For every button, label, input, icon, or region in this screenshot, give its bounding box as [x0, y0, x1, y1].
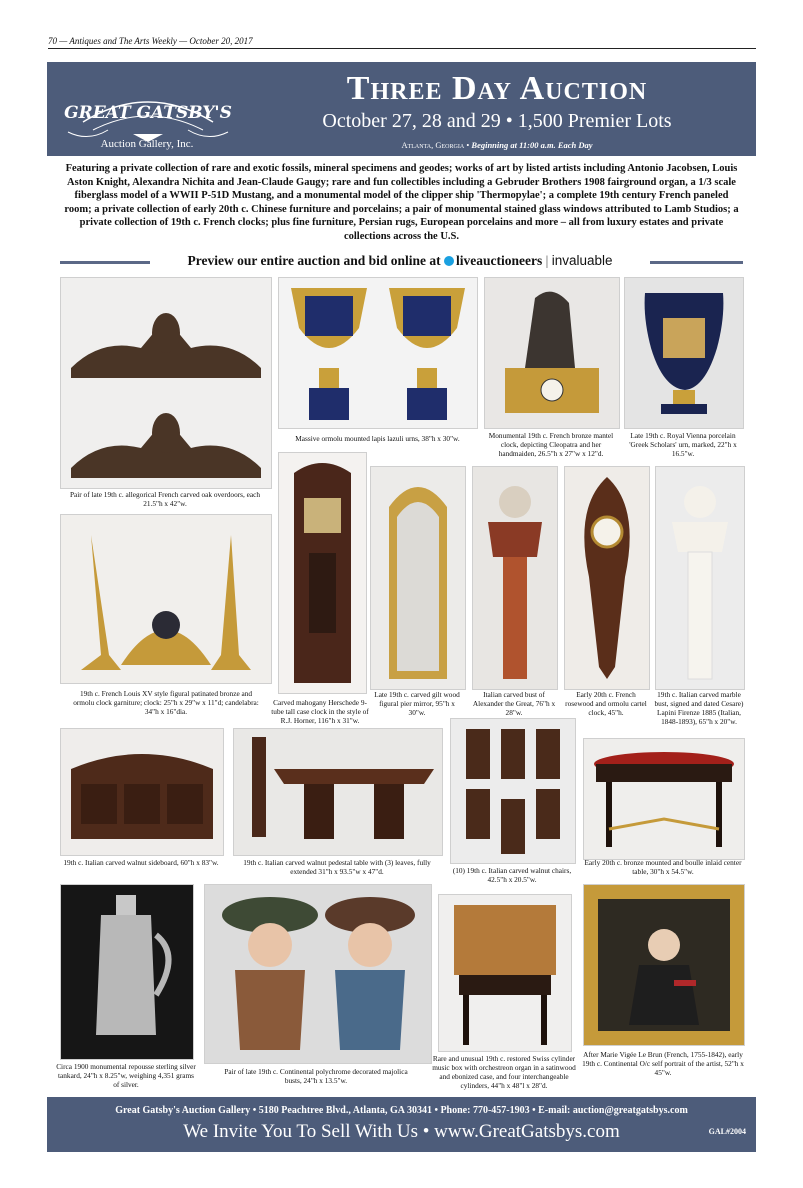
caption-pier-mirror: Late 19th c. carved gilt wood figural pier mirror, 95"h x 30"w.: [374, 690, 460, 717]
caption-vienna-urn: Late 19th c. Royal Vienna porcelain 'Greek Scholars' urn, marked, 22"h x 16.5"w.: [629, 431, 737, 458]
caption-portrait: After Marie Vigée Le Brun (French, 1755-1842), early 19th c. Continental O/c self portrait of the artist, 52"h x 45"w.: [582, 1050, 744, 1077]
start-time: Beginning at 11:00 a.m. Each Day: [471, 140, 593, 150]
caption-urns: Massive ormolu mounted lapis lazuli urns, 38"h x 30"w.: [295, 434, 460, 443]
header-banner: [47, 62, 756, 156]
intro-paragraph: Featuring a private collection of rare and exotic fossils, mineral specimens and geodes; works of art by listed artists including Antonio Jacobsen, Louis Aston Knight, Alexandra Nichita and Jean-Claude Gaugy; rare and fun collectibles including a Gebruder Brothers 1908 fairground organ, a 1/3 scale fiberglass model of a WWII P-51D Mustang, and a monumental model of the clipper ship 'Thermopylae'; a complete 19th century French paneled room; a private collection of early 20th c. Chinese furniture and porcelains; a pair of monumental stained glass windows attributed to Lamb Studios; a private collection of 19th c. French clocks; plus fine furniture, Persian rugs, European porcelains and more – all from luxury estates and private collections across the U.S.: [64, 163, 739, 242]
caption-sideboard: 19th c. Italian carved walnut sideboard, 60"h x 83"w.: [63, 858, 219, 867]
caption-garniture: 19th c. French Louis XV style figural patinated bronze and ormolu clock garniture; clock: 25"h x 29"w x 11"d; candelabra: 34"h x 16"dia.: [73, 689, 259, 716]
partner-separator: |: [545, 253, 549, 268]
pedestal-table-illustration: [234, 729, 442, 855]
location-separator: •: [466, 140, 472, 150]
logo-text: GREAT GATSBY'S: [64, 103, 232, 123]
tankard-illustration: [61, 885, 193, 1059]
footer-address: Great Gatsby's Auction Gallery • 5180 Peachtree Blvd., Atlanta, GA 30341 • Phone: 770-457-1903 • E-mail: auction@greatgatsbys.com: [115, 1105, 688, 1116]
caption-mantel-clock: Monumental 19th c. French bronze mantel clock, depicting Cleopatra and her handmaiden, 26.5"h x 27"w x 12"d.: [488, 431, 614, 458]
caption-bust-alexander: Italian carved bust of Alexander the Great, 76"h x 28"w.: [472, 690, 556, 717]
liveauctioneers-link[interactable]: liveauctioneers: [456, 253, 543, 268]
chairs-illustration: [451, 719, 575, 863]
vienna-urn-illustration: [625, 278, 743, 428]
cartel-clock-illustration: [565, 467, 649, 689]
photo-majolica: [204, 884, 432, 1064]
photo-tall-clock: [278, 452, 367, 694]
tall-clock-illustration: [279, 453, 366, 693]
mantel-clock-illustration: [485, 278, 619, 428]
ad-code: GAL#2004: [708, 1127, 746, 1136]
photo-center-table: [583, 738, 745, 860]
preview-text: [150, 253, 650, 269]
caption-chairs: (10) 19th c. Italian carved walnut chairs, 42.5"h x 20.5"w.: [452, 866, 572, 884]
sideboard-illustration: [61, 729, 223, 855]
photo-tankard: [60, 884, 194, 1060]
auction-title: Three Day Auction: [346, 70, 648, 107]
photo-pier-mirror: [370, 466, 466, 690]
photo-sideboard: [60, 728, 224, 856]
caption-tankard: Circa 1900 monumental repousse sterling silver tankard, 24"h x 8.25"w, weighing 4,351 grams of silver.: [56, 1062, 196, 1089]
photo-pedestal-table: [233, 728, 443, 856]
footer-tagline[interactable]: We Invite You To Sell With Us • www.GreatGatsbys.com: [183, 1121, 620, 1142]
caption-cartel-clock: Early 20th c. French rosewood and ormolu cartel clock, 45"h.: [565, 690, 647, 717]
photo-cartel-clock: [564, 466, 650, 690]
preview-bar: [60, 253, 743, 271]
caption-overdoors: Pair of late 19th c. allegorical French carved oak overdoors, each 21.5"h x 42"w.: [69, 490, 261, 508]
auction-location: [247, 140, 747, 150]
invaluable-link[interactable]: invaluable: [551, 253, 613, 268]
photo-marble-bust: [655, 466, 745, 690]
running-head: 70 — Antiques and The Arts Weekly — October 20, 2017: [48, 36, 756, 49]
caption-marble-bust: 19th c. Italian carved marble bust, signed and dated Cesare) Lapini Firenze 1885 (Italian, 1848-1893), 65"h x 20"w.: [654, 690, 744, 726]
photo-garniture: [60, 514, 272, 684]
footer-banner: [47, 1097, 756, 1152]
photo-portrait: [583, 884, 745, 1046]
preview-label: Preview our entire auction and bid online at: [187, 253, 441, 268]
photo-music-box: [438, 894, 572, 1052]
overdoors-illustration: [61, 278, 271, 488]
photo-urns: [278, 277, 478, 429]
photo-bust-alexander: [472, 466, 558, 690]
bust-alexander-illustration: [473, 467, 557, 689]
auction-dates: October 27, 28 and 29 • 1,500 Premier Lots: [322, 110, 672, 132]
photo-mantel-clock: [484, 277, 620, 429]
caption-tall-clock: Carved mahogany Herschede 9-tube tall case clock in the style of R.J. Horner, 116"h x 31"w.: [271, 698, 369, 725]
caption-majolica: Pair of late 19th c. Continental polychrome decorated majolica busts, 24"h x 13.5"w.: [224, 1067, 408, 1085]
music-box-illustration: [439, 895, 571, 1051]
pier-mirror-illustration: [371, 467, 465, 689]
urns-illustration: [279, 278, 477, 428]
caption-pedestal-table: 19th c. Italian carved walnut pedestal table with (3) leaves, fully extended 31"h x 93.5"w x 47"d.: [243, 858, 431, 876]
center-table-illustration: [584, 739, 744, 859]
garniture-illustration: [61, 515, 271, 683]
marble-bust-illustration: [656, 467, 744, 689]
photo-vienna-urn: [624, 277, 744, 429]
caption-center-table: Early 20th c. bronze mounted and boulle inlaid center table, 30"h x 54.5"w.: [584, 858, 742, 876]
photo-chairs: [450, 718, 576, 864]
caption-music-box: Rare and unusual 19th c. restored Swiss cylinder music box with orchestreon organ in a satinwood and ebonized case, and four interchangeable cylinders, 44"h x 48"l x 28"d.: [432, 1054, 576, 1090]
logo-subtitle: Auction Gallery, Inc.: [100, 138, 194, 150]
majolica-illustration: [205, 885, 431, 1063]
portrait-illustration: [584, 885, 744, 1045]
location-city: Atlanta, Georgia: [401, 140, 465, 150]
liveauctioneers-icon: [444, 256, 454, 266]
photo-overdoors: [60, 277, 272, 489]
